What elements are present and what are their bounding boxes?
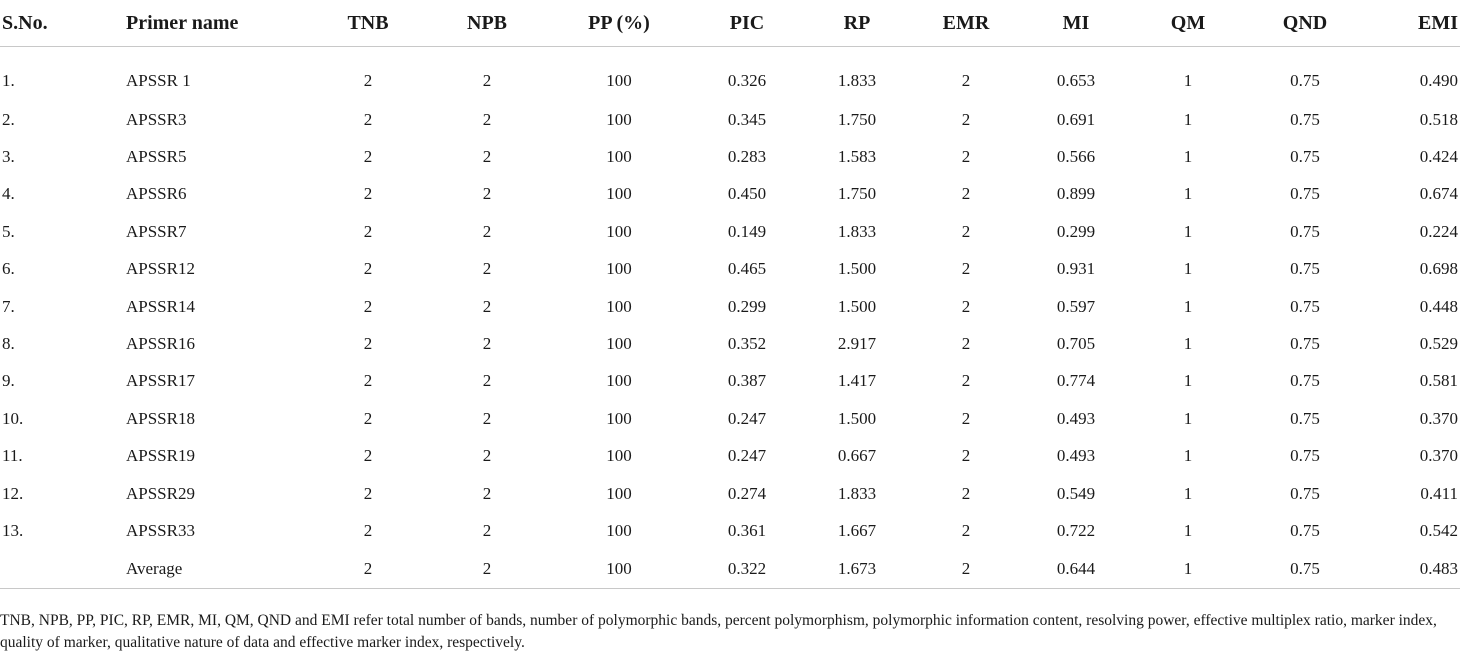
table-cell: APSSR6	[126, 184, 187, 204]
table-cell: 2	[363, 446, 373, 466]
table-body	[0, 47, 1460, 589]
table-row	[0, 251, 1460, 288]
table-cell: 2	[961, 296, 971, 316]
table-cell: 100	[606, 147, 632, 167]
table-cell: 2	[482, 371, 492, 391]
table-cell: 1	[1183, 259, 1193, 279]
table-cell: 0.326	[727, 71, 767, 90]
table-header-row	[0, 0, 1460, 47]
table-cell: 0.75	[1290, 520, 1320, 540]
table-cell: 0.597	[1056, 296, 1096, 316]
table-cell: 2	[961, 71, 971, 90]
table-cell: 1.750	[837, 184, 877, 204]
table-cell: 0.644	[1013, 550, 1139, 589]
table-cell: 0.490	[1419, 71, 1458, 90]
table-cell: 0.424	[1419, 147, 1458, 167]
table-cell: 1.583	[837, 147, 877, 167]
table-cell: 1	[1183, 147, 1193, 167]
table-cell: 2	[961, 371, 971, 391]
table-cell: 0.411	[1420, 483, 1458, 503]
table-cell: 10.	[2, 408, 24, 428]
table-row	[0, 101, 1460, 138]
table-cell: 0.581	[1419, 371, 1458, 391]
table-cell: 0.674	[1419, 184, 1458, 204]
table-cell: 2	[482, 334, 492, 354]
table-cell: 2	[482, 109, 492, 129]
table-cell: APSSR5	[126, 147, 187, 167]
table-row	[0, 475, 1460, 512]
table-cell: 13.	[2, 520, 24, 540]
table-cell: 2	[482, 520, 492, 540]
table-cell: 1.833	[837, 71, 877, 90]
table-cell: 0.274	[727, 483, 767, 503]
table-cell: 1	[1183, 221, 1193, 241]
table-cell: APSSR33	[126, 520, 195, 540]
table-cell: 0.667	[837, 446, 877, 466]
table-cell: 2	[363, 71, 373, 90]
table-cell: 2	[482, 184, 492, 204]
table-row	[0, 325, 1460, 362]
table-cell: 1.	[2, 71, 15, 90]
table-cell: 1	[1183, 109, 1193, 129]
table-cell: 2	[301, 550, 435, 589]
table-cell: 2	[363, 221, 373, 241]
table-cell: 0.75	[1290, 259, 1320, 279]
table-cell: 0.75	[1290, 371, 1320, 391]
table-cell: 0.352	[727, 334, 767, 354]
table-cell: 1.750	[837, 109, 877, 129]
table-cell: 12.	[2, 483, 24, 503]
table-cell: 0.691	[1056, 109, 1096, 129]
table-cell: 7.	[2, 296, 15, 316]
table-cell: 2	[363, 296, 373, 316]
column-header: Primer name	[126, 0, 301, 47]
table-cell: 0.566	[1056, 147, 1096, 167]
table-footnote: TNB, NPB, PP, PIC, RP, EMR, MI, QM, QND and EMI refer total number of bands, number of polymorphic bands, percent polymorphism, polymorphic information content, resolving power, effective multiplex ratio, marker index, quality of marker, qualitative nature of data and effective marker index, respectively.	[0, 612, 1437, 651]
table-cell: 2	[482, 147, 492, 167]
table-cell: 0.75	[1290, 408, 1320, 428]
table-cell: 2	[482, 71, 492, 90]
table-cell: 2	[482, 446, 492, 466]
table-cell: 0.542	[1419, 520, 1458, 540]
table-cell: 2	[482, 408, 492, 428]
table-cell: 0.774	[1056, 371, 1096, 391]
table-cell: 0.483	[1373, 550, 1460, 589]
table-cell: 100	[539, 550, 699, 589]
table-cell: 100	[606, 334, 632, 354]
table-cell: 6.	[2, 259, 15, 279]
table-cell: 0.370	[1419, 408, 1458, 428]
table-cell: 1	[1183, 71, 1193, 90]
table-cell: 1.500	[837, 259, 877, 279]
table-cell: 8.	[2, 334, 15, 354]
table-row	[0, 512, 1460, 549]
table-row	[0, 47, 1460, 102]
column-header: TNB	[301, 0, 435, 47]
table-cell: 0.448	[1419, 296, 1458, 316]
table-cell: 11.	[2, 446, 23, 466]
table-cell: 0.75	[1290, 147, 1320, 167]
table-cell: 2	[961, 147, 971, 167]
table-cell: 1.833	[837, 483, 877, 503]
table-cell: 0.75	[1290, 483, 1320, 503]
table-cell: 2	[363, 259, 373, 279]
table-cell: 0.75	[1290, 71, 1320, 90]
table-cell: Average	[126, 550, 301, 589]
column-header: PIC	[699, 0, 795, 47]
table-cell: 100	[606, 221, 632, 241]
table-cell: 0.299	[727, 296, 767, 316]
table-cell: 1	[1183, 483, 1193, 503]
table-cell: 2.	[2, 109, 15, 129]
table-row	[0, 400, 1460, 437]
table-cell: 0.247	[727, 446, 767, 466]
table-cell: 9.	[2, 371, 15, 391]
table-cell: 100	[606, 446, 632, 466]
table-cell: 100	[606, 184, 632, 204]
table-cell: APSSR29	[126, 483, 195, 503]
column-header: MI	[1013, 0, 1139, 47]
table-cell: 100	[606, 259, 632, 279]
column-header: S.No.	[0, 0, 126, 47]
table-cell: 1.500	[837, 296, 877, 316]
table-cell: 0.493	[1056, 446, 1096, 466]
table-cell: APSSR12	[126, 259, 195, 279]
table-cell: 100	[606, 71, 632, 90]
table-cell: 0.653	[1056, 71, 1096, 90]
table-cell: 2	[363, 371, 373, 391]
table-cell: APSSR3	[126, 109, 187, 129]
table-cell: 1.673	[795, 550, 919, 589]
table-cell: APSSR17	[126, 371, 195, 391]
table-cell: 0.75	[1290, 221, 1320, 241]
table-cell: 0.75	[1290, 334, 1320, 354]
table-cell: 0.283	[727, 147, 767, 167]
table-row	[0, 438, 1460, 475]
table-cell: 2	[363, 520, 373, 540]
table-cell: 0.370	[1419, 446, 1458, 466]
table-cell: 2	[961, 520, 971, 540]
table-cell: APSSR14	[126, 296, 195, 316]
table-cell: 2	[919, 550, 1013, 589]
table-cell: 1	[1183, 184, 1193, 204]
table-cell: 2	[961, 408, 971, 428]
table-row	[0, 550, 1460, 589]
table-cell: 100	[606, 109, 632, 129]
table-cell: 0.698	[1419, 259, 1458, 279]
table-cell: 3.	[2, 147, 15, 167]
table-cell: 2	[482, 483, 492, 503]
column-header: QM	[1139, 0, 1237, 47]
table-cell: 0.387	[727, 371, 767, 391]
column-header: QND	[1237, 0, 1373, 47]
column-header: EMI	[1373, 0, 1460, 47]
table-cell: APSSR 1	[126, 71, 191, 90]
table-cell: 2	[435, 550, 539, 589]
table-cell: 0.75	[1290, 184, 1320, 204]
table-cell: 2	[363, 483, 373, 503]
table-cell: 2	[482, 259, 492, 279]
table-cell: 4.	[2, 184, 15, 204]
table-cell: 0.75	[1290, 109, 1320, 129]
column-header: EMR	[919, 0, 1013, 47]
table-cell: 2	[482, 221, 492, 241]
table-cell: 0.75	[1237, 550, 1373, 589]
table-cell: 1.667	[837, 520, 877, 540]
table-cell: 2	[363, 184, 373, 204]
table-cell: 2	[961, 184, 971, 204]
table-cell: 2	[961, 483, 971, 503]
table-cell: 100	[606, 520, 632, 540]
table-cell: 2	[363, 147, 373, 167]
table-cell: 0.247	[727, 408, 767, 428]
table-cell: 0.899	[1056, 184, 1096, 204]
table-cell: 0.75	[1290, 296, 1320, 316]
table-cell: APSSR18	[126, 408, 195, 428]
table-cell: 0.345	[727, 109, 767, 129]
table-row	[0, 363, 1460, 400]
table-cell: 0.529	[1419, 334, 1458, 354]
table-cell: 1	[1139, 550, 1237, 589]
table-cell: 1	[1183, 296, 1193, 316]
table-cell: 0.722	[1056, 520, 1096, 540]
table-cell: 0.549	[1056, 483, 1096, 503]
table-cell: 100	[606, 296, 632, 316]
table-cell: 2.917	[837, 334, 877, 354]
table-cell: 2	[961, 109, 971, 129]
table-cell: 100	[606, 371, 632, 391]
table-row	[0, 288, 1460, 325]
table-row	[0, 213, 1460, 250]
table-cell: 2	[482, 296, 492, 316]
column-header: PP (%)	[539, 0, 699, 47]
table-cell: 0.224	[1419, 221, 1458, 241]
table-cell: 2	[961, 334, 971, 354]
table-cell: 2	[363, 334, 373, 354]
table-cell: 1	[1183, 371, 1193, 391]
table-cell: 2	[363, 408, 373, 428]
table-row	[0, 176, 1460, 213]
table-cell: 100	[606, 408, 632, 428]
table-cell: 0.322	[699, 550, 795, 589]
column-header: NPB	[435, 0, 539, 47]
table-cell: APSSR19	[126, 446, 195, 466]
table-cell: 1	[1183, 520, 1193, 540]
table-cell: 0.493	[1056, 408, 1096, 428]
table-cell: APSSR16	[126, 334, 195, 354]
table-cell: 1	[1183, 408, 1193, 428]
table-cell: 0.361	[727, 520, 767, 540]
table-cell: 0.75	[1290, 446, 1320, 466]
table-cell	[0, 550, 126, 589]
table-cell: 2	[961, 221, 971, 241]
table-cell: 1.500	[837, 408, 877, 428]
table-cell: 1	[1183, 446, 1193, 466]
table-cell: 2	[363, 109, 373, 129]
table-cell: 0.149	[727, 221, 767, 241]
table-cell: 0.705	[1056, 334, 1096, 354]
column-header: RP	[795, 0, 919, 47]
table-cell: 2	[961, 259, 971, 279]
table-cell: 2	[961, 446, 971, 466]
table-cell: APSSR7	[126, 221, 187, 241]
table-cell: 1	[1183, 334, 1193, 354]
table-cell: 1.833	[837, 221, 877, 241]
table-cell: 1.417	[837, 371, 877, 391]
table-cell: 0.931	[1056, 259, 1096, 279]
table-cell: 5.	[2, 221, 15, 241]
table-row	[0, 138, 1460, 175]
table-cell: 0.465	[727, 259, 767, 279]
table-cell: 0.450	[727, 184, 767, 204]
table-cell: 0.299	[1056, 221, 1096, 241]
table-cell: 0.518	[1419, 109, 1458, 129]
table-cell: 100	[606, 483, 632, 503]
